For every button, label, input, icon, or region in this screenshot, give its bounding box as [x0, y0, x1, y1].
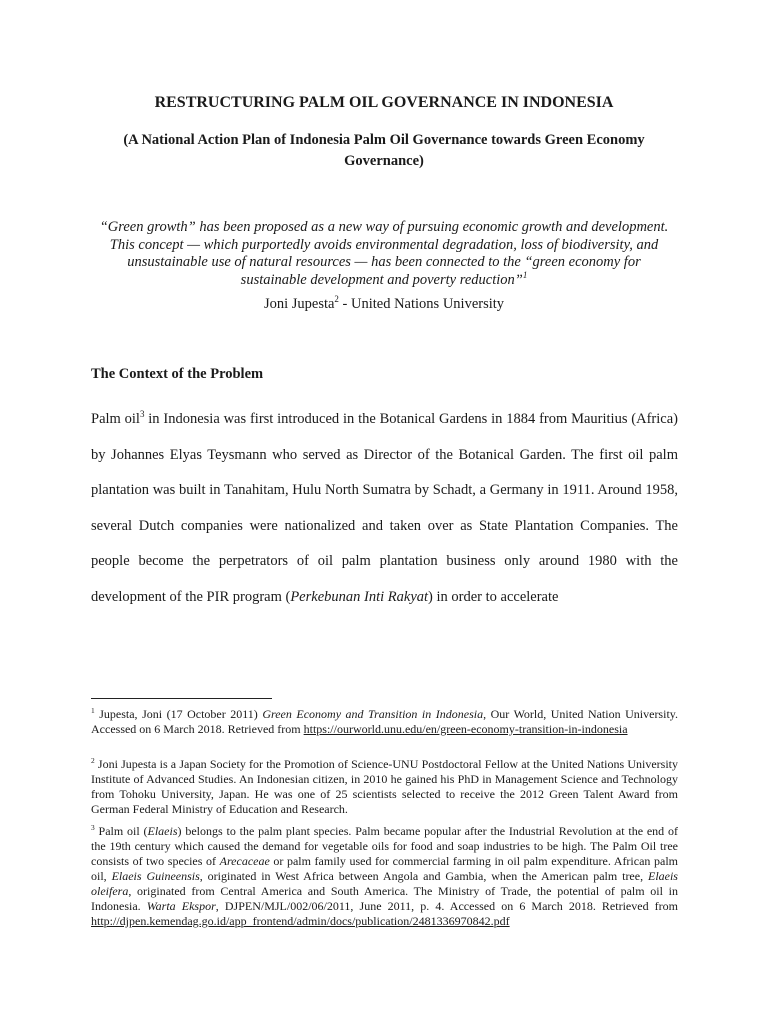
footnote-1-link[interactable]: https://ourworld.unu.edu/en/green-economy-transition-in-indonesia	[303, 722, 628, 736]
footnote-3-text-b: ) belongs to the palm plant species. Palm became popular after the Industrial Revolution at the end of the 19th century which caused the demand for vegetable oils for food and soap industries to be high. The Palm Oil tree consists of two species of	[91, 824, 678, 868]
footnote-3-text-d: , originated in West Africa between Angola and Gambia, when the American palm tree,	[199, 869, 648, 883]
footnote-ref-1[interactable]: 1	[522, 269, 528, 280]
body-text-2: in Indonesia was first introduced in the Botanical Gardens in 1884 from Mauritius (Africa) by Johannes Elyas Teysmann who served as Director of the Botanical Garden. The first oil palm plantation was built in Tanahitam, Hulu North Sumatra by Schadt, a Germany in 1911. Around 1958, several Dutch companies were nationalized and taken over as State Plantation Companies. The people become the perpetrators of oil palm plantation business only around 1980 with the development of the PIR program (	[91, 411, 678, 605]
footnote-3-number: 3	[91, 823, 95, 832]
footnote-3-italic-2: Arecaceae	[219, 854, 270, 868]
epigraph-quote	[96, 219, 672, 289]
author-affiliation: - United Nations University	[338, 296, 505, 312]
footnote-3-link[interactable]: http://djpen.kemendag.go.id/app_frontend/admin/docs/publication/2481336970842.pdf	[91, 914, 510, 928]
footnote-1	[91, 707, 678, 737]
footnote-2-number: 2	[91, 756, 95, 765]
footnote-1-text-b: , Our World, United Nation University. Accessed on 6 March 2018. Retrieved from	[91, 707, 678, 736]
footnote-separator	[91, 698, 272, 699]
epigraph-text: “Green growth” has been proposed as a new way of pursuing economic growth and development. This concept — which purportedly avoids environmental degradation, loss of biodiversity, and unsustainable use of natural resources — has been connected to the “green economy for sustainable development and poverty reduction”	[99, 219, 669, 288]
footnote-3-italic-5: Warta Ekspor	[146, 899, 216, 913]
footnote-3-text-e: , originated from Central America and South America. The Ministry of Trade, the potential of palm oil in Indonesia.	[91, 884, 678, 913]
footnote-3-text-a: Palm oil (	[94, 824, 148, 838]
author-line	[90, 296, 678, 313]
body-text-3: ) in order to accelerate	[428, 588, 559, 605]
footnote-3-text-f: , DJPEN/MJL/002/06/2011, June 2011, p. 4. Accessed on 6 March 2018. Retrieved from	[215, 899, 679, 913]
footnote-3-italic-1: Elaeis	[147, 824, 178, 838]
body-italic-term: Perkebunan Inti Rakyat	[290, 588, 429, 605]
document-title: RESTRUCTURING PALM OIL GOVERNANCE IN INDONESIA	[154, 94, 614, 111]
footnote-1-text-a: Jupesta, Joni (17 October 2011)	[94, 707, 263, 721]
body-paragraph	[91, 402, 678, 616]
footnote-3-text-c: or palm family used for commercial farming in oil palm expenditure. African palm oil,	[91, 854, 679, 883]
body-text-1: Palm oil	[91, 411, 140, 427]
footnote-3	[91, 824, 678, 929]
footnote-3-italic-3: Elaeis Guineensis	[111, 869, 200, 883]
footnote-ref-2[interactable]: 2	[334, 294, 339, 305]
author-name: Joni Jupesta	[263, 296, 335, 312]
footnote-3-italic-4: Elaeis oleifera	[91, 869, 678, 898]
section-heading: The Context of the Problem	[91, 366, 264, 382]
footnote-2-text: Joni Jupesta is a Japan Society for the Promotion of Science-UNU Postdoctoral Fellow at the United Nations University Institute of Advanced Studies. An Indonesian citizen, in 2010 he gained his PhD in Management Science and Technology from Tohoku University, Japan. He was one of 25 scientists selected to receive the 2012 Green Talent Award from German Federal Ministry of Education and Research.	[91, 757, 678, 816]
document-subtitle: (A National Action Plan of Indonesia Palm Oil Governance towards Green Economy Governance)	[123, 132, 645, 169]
footnote-2	[91, 757, 678, 817]
footnote-1-italic: Green Economy and Transition in Indonesia	[262, 707, 484, 721]
footnote-1-number: 1	[91, 706, 95, 715]
footnote-ref-3[interactable]: 3	[139, 409, 145, 420]
